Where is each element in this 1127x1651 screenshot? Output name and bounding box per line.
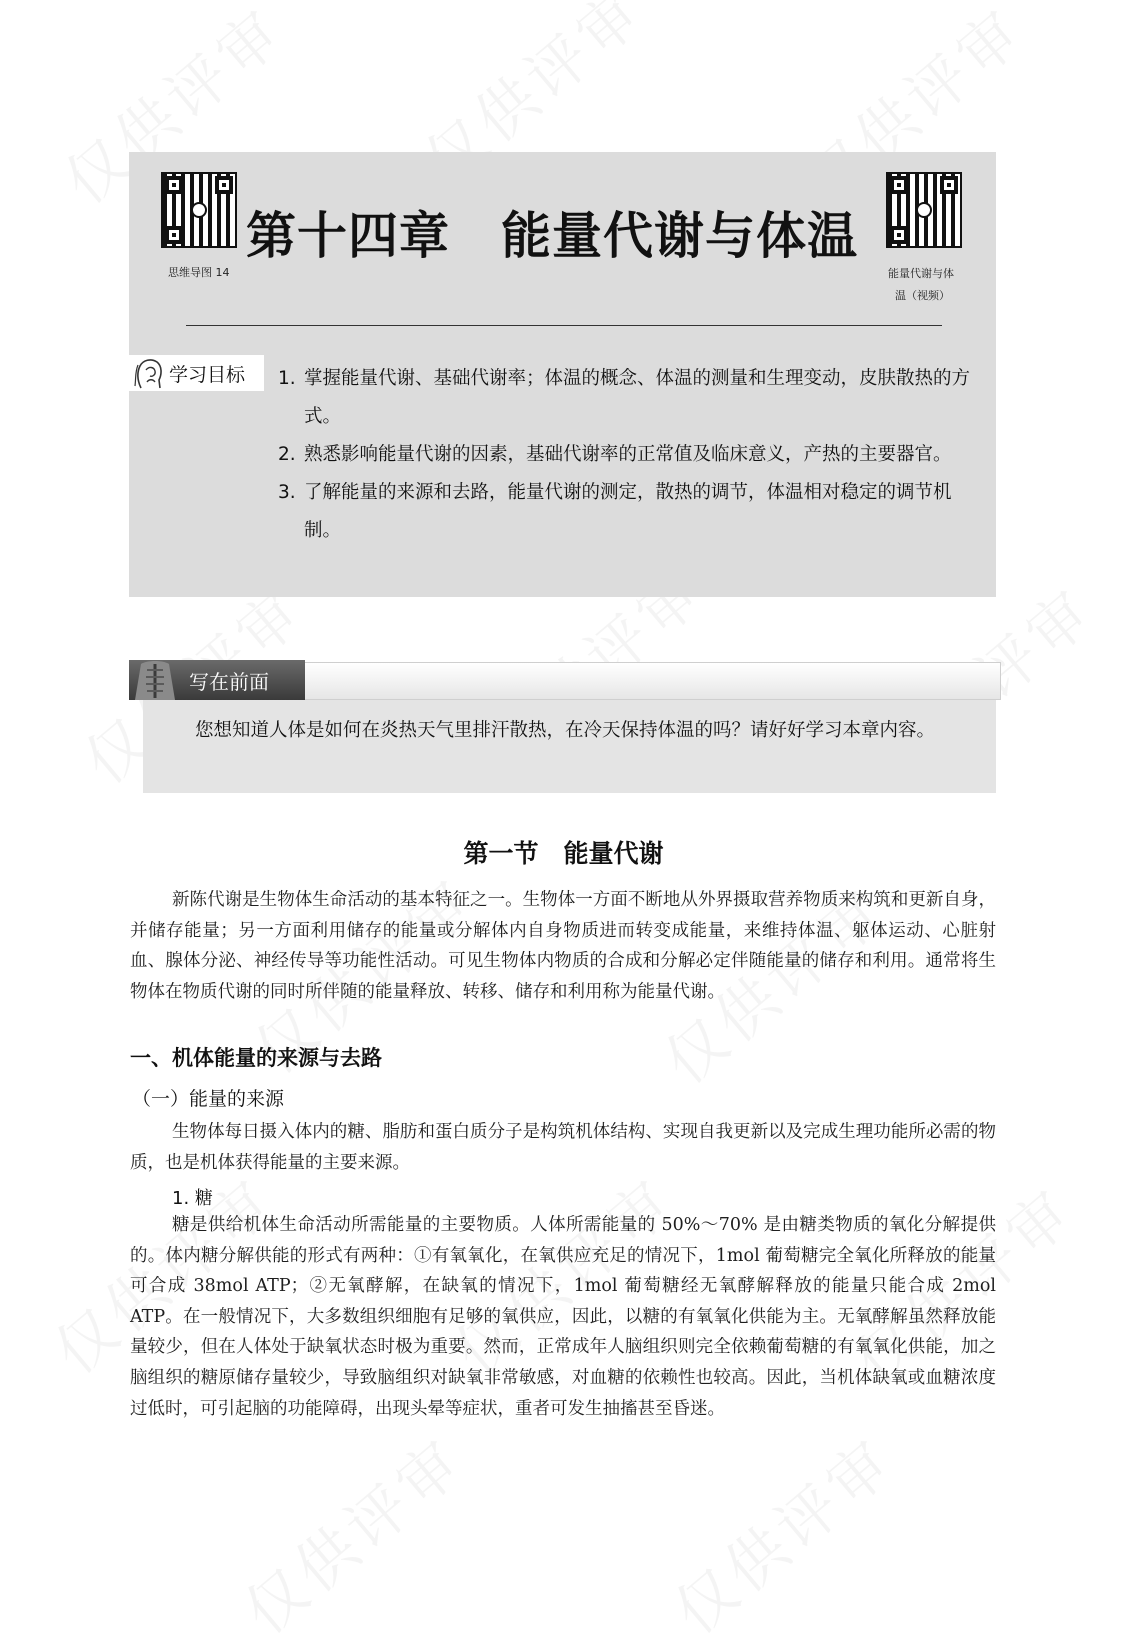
goal-number: 1. xyxy=(278,368,296,389)
goal-text: 了解能量的来源和去路，能量代谢的测定，散热的调节，体温相对稳定的调节机制。 xyxy=(304,482,952,541)
paragraph-energy-source: 生物体每日摄入体内的糖、脂肪和蛋白质分子是构筑机体结构、实现自我更新以及完成生理功能所必需的物质，也是机体获得能量的主要来源。 xyxy=(130,1122,996,1173)
goal-item xyxy=(278,436,978,474)
goal-number: 2. xyxy=(278,444,296,465)
chapter-title: 第十四章 能量代谢与体温 xyxy=(246,207,858,265)
paragraph-sugar: 糖是供给机体生命活动所需能量的主要物质。人体所需能量的 50%～70% 是由糖类物质的氧化分解提供的。体内糖分解供能的形式有两种：①有氧氧化，在氧供应充足的情况下，1mol 葡萄糖完全氧化所释放的能量可合成 38mol ATP；②无氧酵解，在缺氧的情况下，1mol 葡萄糖经无氧酵解释放的能量只能合成 2mol ATP。在一般情况下，大多数组织细胞有足够的氧供应，因此，以糖的有氧氧化供能为主。无氧酵解虽然释放能量较少，但在人体处于缺氧状态时极为重要。然而，正常成年人脑组织则完全依赖葡萄糖的有氧氧化供能，加之脑组织的糖原储存量较少，导致脑组织对缺氧非常敏感，对血糖的依赖性也较高。因此，当机体缺氧或血糖浓度过低时，可引起脑的功能障碍，出现头晕等症状，重者可发生抽搐甚至昏迷。 xyxy=(130,1215,996,1419)
section-title: 第一节 能量代谢 xyxy=(463,839,664,868)
heading-level-1: 一、机体能量的来源与去路 xyxy=(130,1046,382,1070)
qr-caption-video-line1: 能量代谢与体 xyxy=(888,267,954,280)
preface-text: 您想知道人体是如何在炎热天气里排汗散热，在冷天保持体温的吗？请好好学习本章内容。 xyxy=(195,720,936,741)
heading-level-2: （一）能量的来源 xyxy=(132,1088,285,1110)
goal-number: 3. xyxy=(278,482,296,503)
qr-code-icon[interactable] xyxy=(886,172,962,248)
learning-goals-tag xyxy=(129,355,264,391)
qr-code-icon[interactable] xyxy=(161,172,237,248)
watermark xyxy=(653,1415,911,1651)
learning-goals-list xyxy=(278,360,978,550)
head-silhouette-icon xyxy=(131,356,167,390)
goal-item xyxy=(278,474,978,550)
goal-text: 熟悉影响能量代谢的因素，基础代谢率的正常值及临床意义，产热的主要器官。 xyxy=(304,444,952,465)
goal-item xyxy=(278,360,978,436)
learning-goals-label: 学习目标 xyxy=(169,364,246,386)
preface-label: 写在前面 xyxy=(189,670,269,694)
preface-tag xyxy=(129,660,305,700)
preface-body xyxy=(143,700,996,793)
goal-text: 掌握能量代谢、基础代谢率；体温的概念、体温的测量和生理变动，皮肤散热的方式。 xyxy=(304,368,971,427)
qr-caption-video-line2: 温（视频） xyxy=(895,289,950,302)
spine-icon xyxy=(133,660,177,700)
watermark xyxy=(223,1415,481,1651)
paragraph-intro: 新陈代谢是生物体生命活动的基本特征之一。生物体一方面不断地从外界摄取营养物质来构筑和更新自身，并储存能量；另一方面利用储存的能量或分解体内自身物质进而转变成能量，来维持体温、躯体运动、心脏射血、腺体分泌、神经传导等功能性活动。可见生物体内物质的合成和分解必定伴随能量的储存和利用。通常将生物体在物质代谢的同时所伴随的能量释放、转移、储存和利用称为能量代谢。 xyxy=(130,890,996,1002)
divider xyxy=(186,325,942,326)
qr-caption-mindmap: 思维导图 14 xyxy=(168,266,230,279)
heading-level-3: 1. 糖 xyxy=(172,1188,213,1209)
